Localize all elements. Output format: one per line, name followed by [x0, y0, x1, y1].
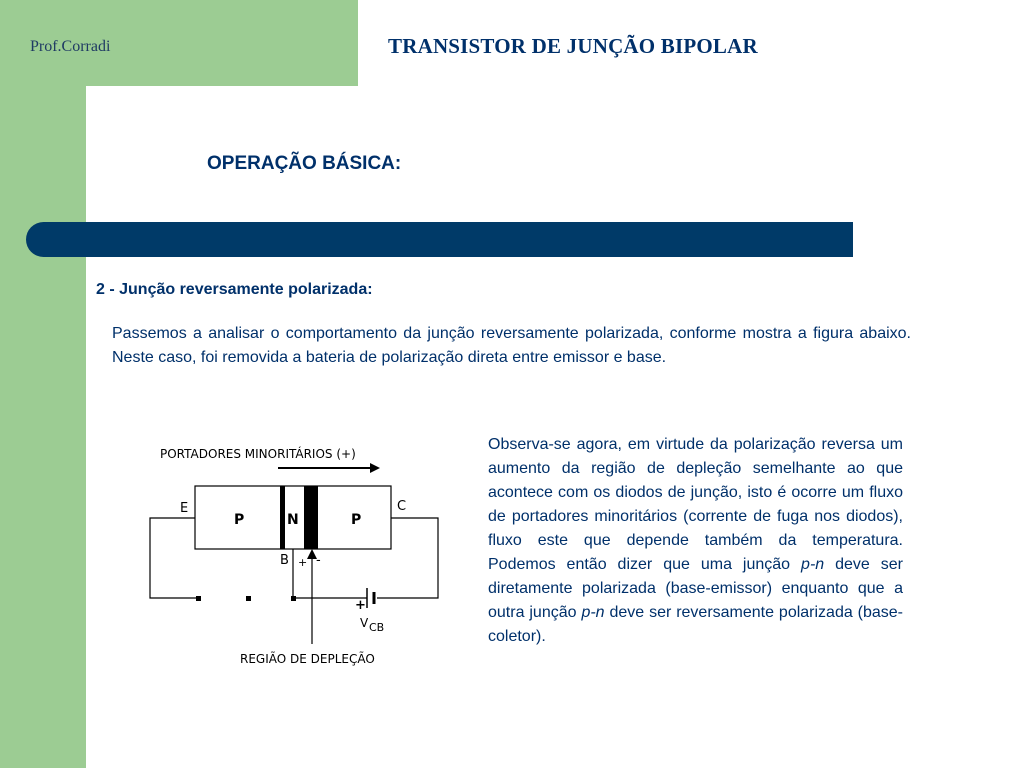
depletion-region-label: REGIÃO DE DEPLEÇÃO — [240, 652, 375, 666]
explanation-italic-pn-1: p-n — [801, 556, 825, 573]
terminal-dot-base — [291, 596, 296, 601]
collector-label: C — [397, 499, 407, 514]
emitter-wire — [150, 518, 198, 598]
green-side-band — [0, 0, 86, 768]
section-heading: 2 - Junção reversamente polarizada: — [96, 281, 373, 298]
carriers-label: PORTADORES MINORITÁRIOS (+) — [160, 447, 356, 461]
explanation-text-1: Observa-se agora, em virtude da polarização reversa um aumento da região de depleção semelhante ao que acontece com os diodos de junção, isto é ocorre um fluxo de portadores minoritários (corrente de fuga nos diodos), fluxo este que depende também da temperatura. Podemos então dizer que uma junção — [488, 436, 903, 573]
vcb-v-label: V — [360, 616, 369, 630]
carriers-arrow-head — [370, 463, 380, 473]
section-subtitle: OPERAÇÃO BÁSICA: — [207, 153, 402, 174]
base-label: B — [280, 553, 289, 568]
intro-paragraph: Passemos a analisar o comportamento da junção reversamente polarizada, conforme mostra a figura abaixo. Neste caso, foi removida a bateria de polarização direta entre emissor e base. — [112, 325, 911, 366]
explanation-text-3: deve ser reversamente polarizada (base-coletor). — [488, 604, 903, 645]
content-corner-curve — [86, 86, 206, 206]
depletion-zone-right — [304, 486, 318, 549]
emitter-label: E — [180, 501, 189, 516]
depletion-zone-left — [280, 486, 285, 549]
terminal-dot-middle — [246, 596, 251, 601]
region-p-collector: P — [351, 512, 362, 528]
slide-title: TRANSISTOR DE JUNÇÃO BIPOLAR — [388, 34, 758, 58]
author-label: Prof.Corradi — [30, 38, 111, 55]
terminal-dot-left — [196, 596, 201, 601]
vcb-subscript-label: CB — [369, 621, 385, 634]
explanation-text-2: deve ser diretamente polarizada (base-emissor) enquanto que a outra junção — [488, 556, 904, 621]
battery-plus-sign: + — [355, 598, 366, 613]
transistor-diagram — [140, 430, 450, 675]
region-n-base: N — [287, 512, 299, 528]
base-plus-sign: + — [298, 556, 308, 569]
base-minus-sign: - — [316, 553, 321, 568]
explanation-paragraph — [488, 433, 903, 649]
region-p-emitter: P — [234, 512, 245, 528]
transistor-diagram-svg — [140, 430, 450, 670]
title-divider-bar — [26, 222, 853, 257]
explanation-italic-pn-2: p-n — [581, 604, 605, 621]
